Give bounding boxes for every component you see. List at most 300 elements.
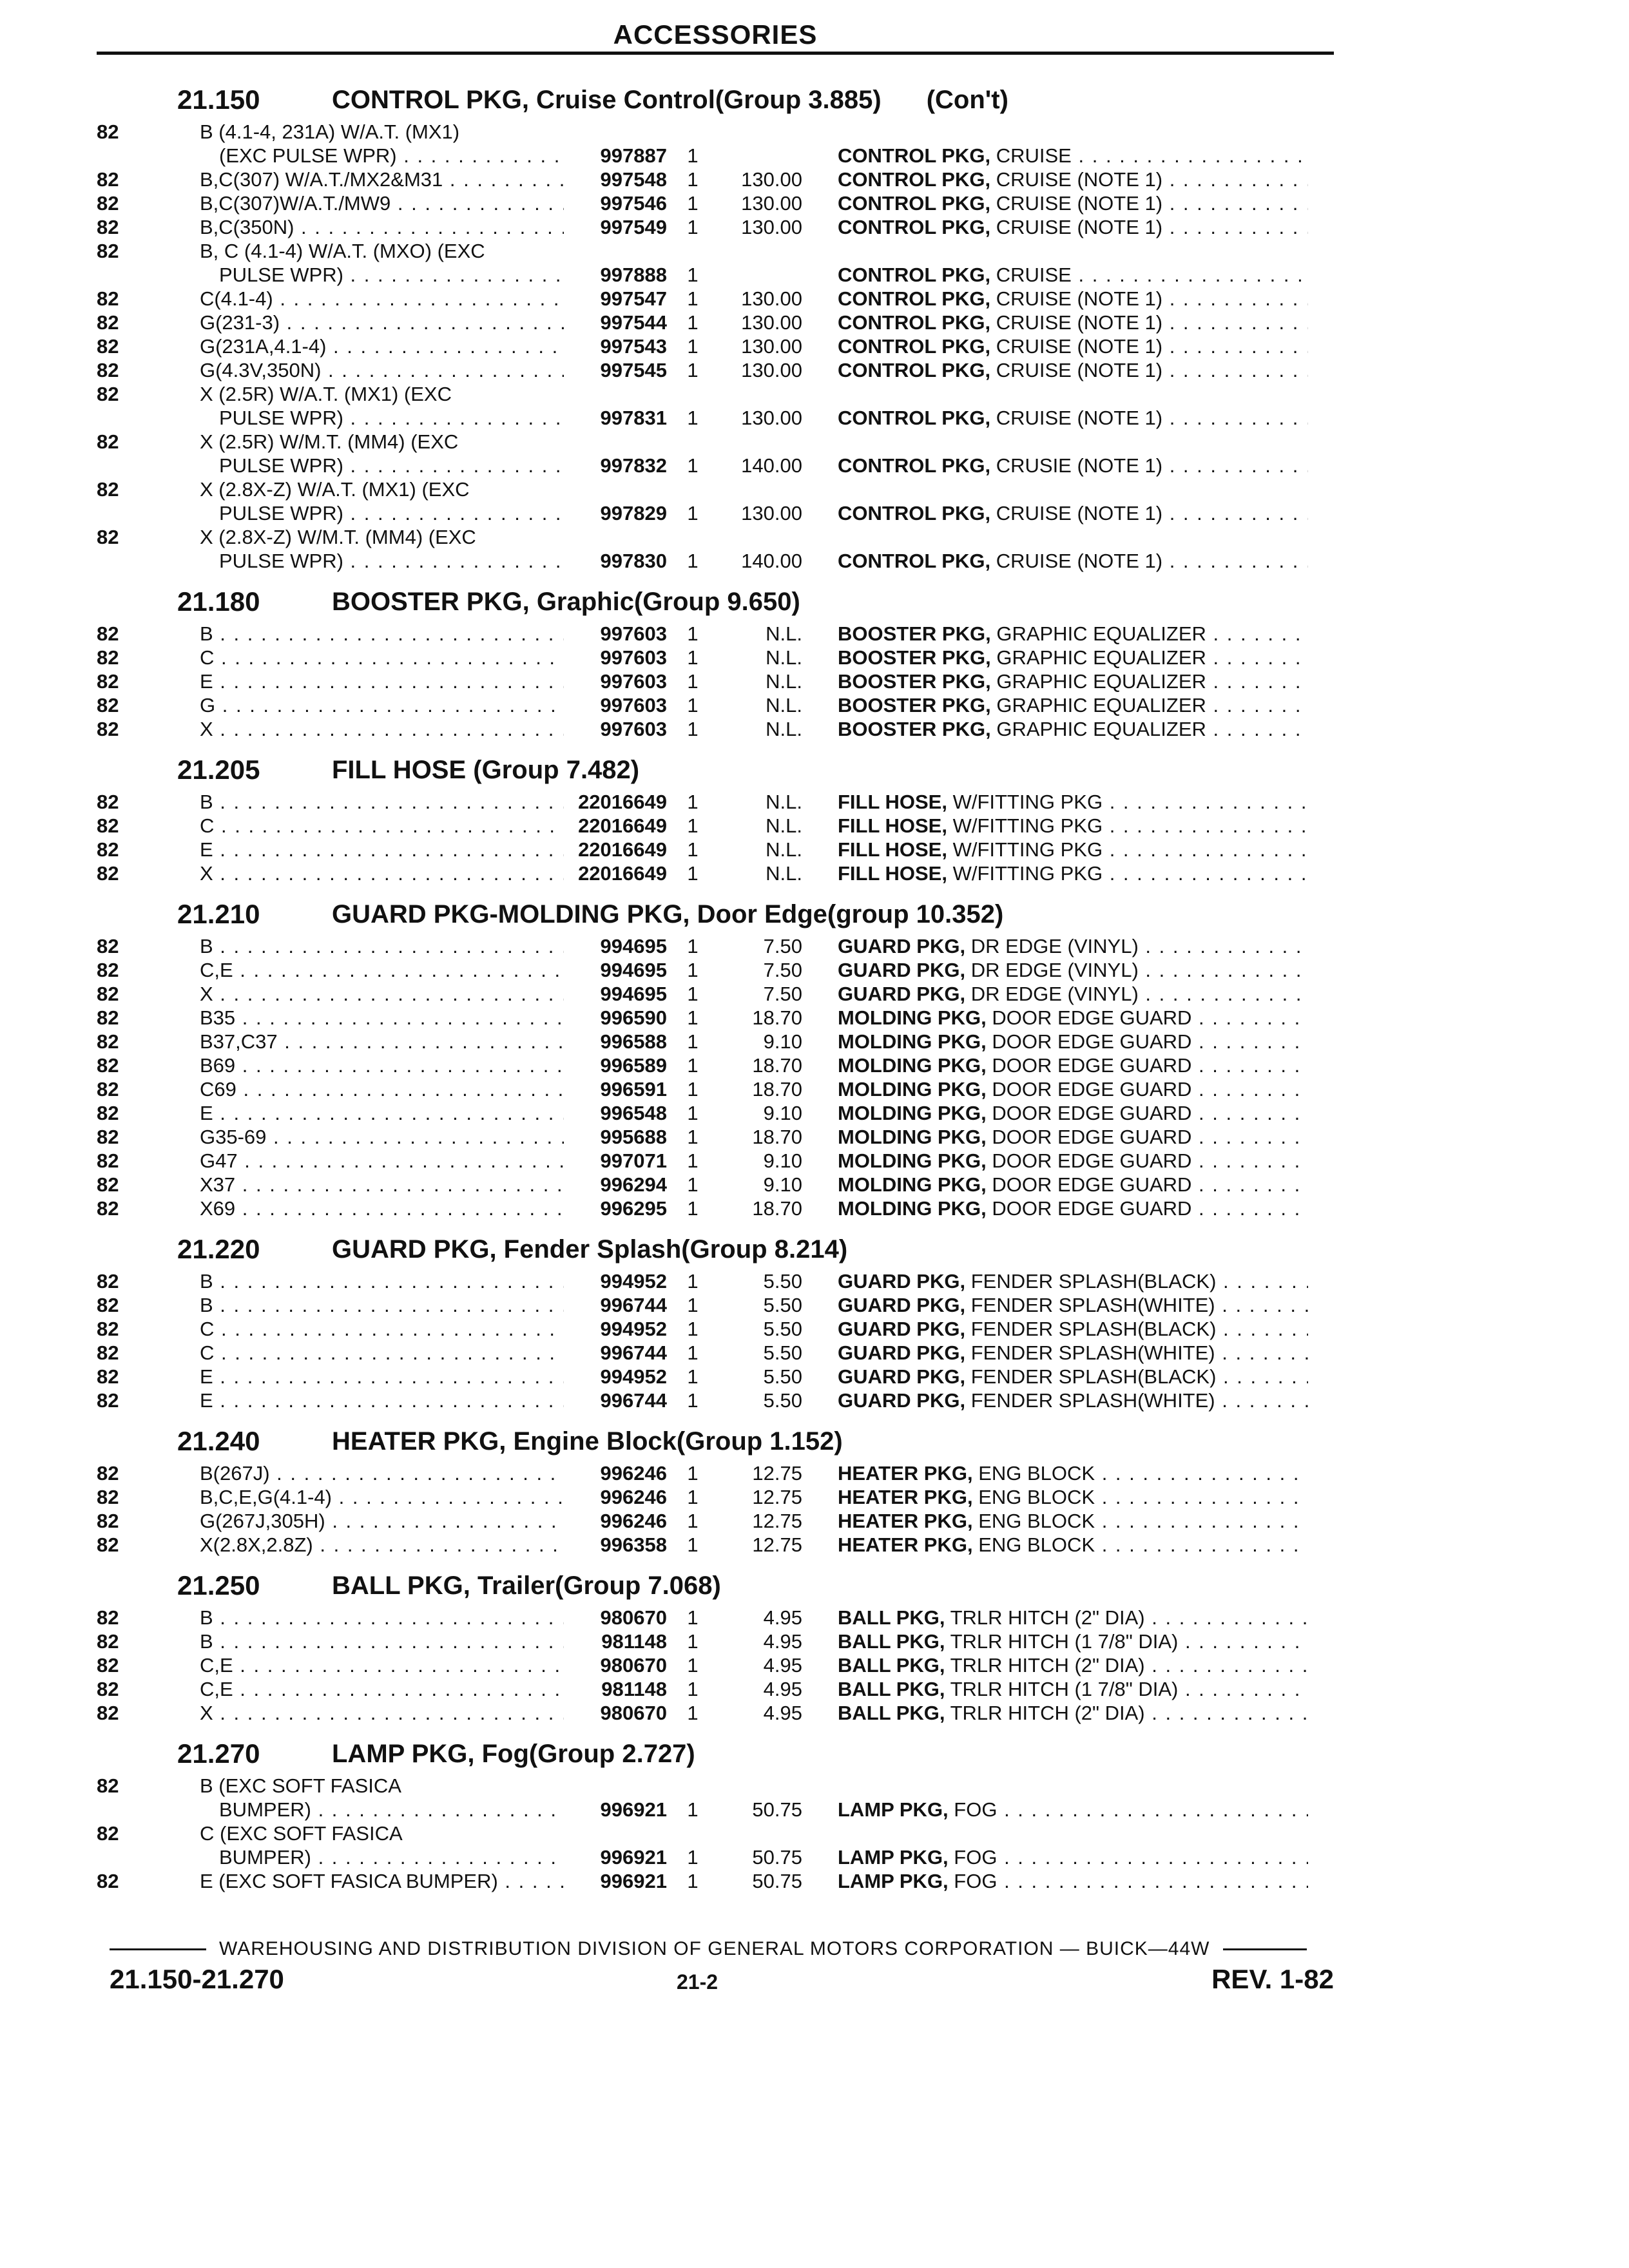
section-title: FILL HOSE (Group 7.482)	[332, 755, 640, 784]
price: 7.50	[763, 959, 802, 981]
part-name	[838, 1053, 1308, 1077]
part-number: 995688	[600, 1126, 667, 1148]
model-year: 82	[97, 935, 119, 957]
parts-row	[0, 287, 1629, 311]
part-name-detail: FOG	[954, 1798, 998, 1821]
usage-description	[197, 525, 564, 573]
part-name	[838, 861, 1308, 885]
usage-line: E . . .	[200, 1101, 564, 1125]
section-title: LAMP PKG, Fog(Group 2.727)	[332, 1739, 695, 1768]
part-name-detail: FOG	[954, 1846, 998, 1869]
quantity: 1	[687, 1510, 699, 1532]
usage-description	[197, 934, 564, 958]
model-year: 82	[97, 1054, 119, 1077]
usage-line: G . . .	[200, 693, 564, 717]
model-year: 82	[97, 168, 119, 191]
usage-line: C(4.1-4) . . .	[200, 287, 564, 311]
model-year: 82	[97, 1486, 119, 1508]
part-number: 997547	[600, 287, 667, 310]
usage-line: X(2.8X,2.8Z) . . .	[200, 1533, 564, 1557]
part-name-detail: FENDER SPLASH(WHITE)	[970, 1341, 1215, 1364]
model-year: 82	[97, 1197, 119, 1220]
model-year: 82	[97, 1654, 119, 1677]
part-name-detail: CRUISE (NOTE 1)	[996, 192, 1163, 215]
usage-line: C (EXC SOFT FASICA	[200, 1822, 403, 1845]
model-year: 82	[97, 192, 119, 215]
model-year: 82	[97, 383, 119, 405]
part-name	[838, 1269, 1308, 1293]
quantity: 1	[687, 192, 699, 215]
usage-description	[197, 958, 564, 982]
usage-line: B37,C37 . . .	[200, 1030, 564, 1053]
section-number: 21.240	[177, 1426, 260, 1456]
usage-line: X . . .	[200, 717, 564, 741]
part-name-detail: CRUSIE (NOTE 1)	[996, 454, 1163, 477]
part-name-prefix: HEATER PKG,	[838, 1462, 973, 1485]
part-name	[838, 1629, 1308, 1653]
footer-rule-left	[110, 1948, 206, 1950]
part-name-detail: GRAPHIC EQUALIZER	[996, 694, 1206, 716]
parts-row	[0, 1365, 1629, 1389]
parts-row	[0, 934, 1629, 958]
section-heading	[0, 1566, 1629, 1606]
part-name	[838, 191, 1308, 215]
parts-row	[0, 1006, 1629, 1030]
price: 18.70	[752, 1126, 802, 1148]
section-heading	[0, 582, 1629, 622]
parts-row	[0, 1125, 1629, 1149]
part-name	[838, 717, 1308, 741]
model-year: 82	[97, 1318, 119, 1340]
usage-line: C . . .	[200, 1317, 564, 1341]
part-name-prefix: FILL HOSE,	[838, 862, 947, 885]
usage-description	[197, 1269, 564, 1293]
usage-line: B,C(307)W/A.T./MW9 . . .	[200, 191, 564, 215]
parts-row	[0, 477, 1629, 525]
section-title: GUARD PKG-MOLDING PKG, Door Edge(group 10.352)	[332, 899, 1004, 928]
part-name	[838, 1341, 1308, 1365]
part-number: 996921	[600, 1798, 667, 1821]
model-year: 82	[97, 1606, 119, 1629]
parts-row	[0, 1293, 1629, 1317]
catalog-section	[0, 750, 1629, 885]
part-name	[838, 334, 1308, 358]
part-number: 997832	[600, 454, 667, 477]
quantity: 1	[687, 1197, 699, 1220]
model-year: 82	[97, 526, 119, 548]
part-name	[838, 1869, 1308, 1893]
model-year: 82	[97, 646, 119, 669]
price: 140.00	[741, 454, 802, 477]
section-number: 21.250	[177, 1570, 260, 1600]
usage-description	[197, 1606, 564, 1629]
usage-line: G(4.3V,350N) . . .	[200, 358, 564, 382]
part-number: 997546	[600, 192, 667, 215]
part-name-prefix: CONTROL PKG,	[838, 192, 991, 215]
part-number: 996294	[600, 1173, 667, 1196]
quantity: 1	[687, 144, 699, 167]
usage-description	[197, 382, 564, 430]
part-number: 997830	[600, 550, 667, 572]
part-name	[838, 1701, 1308, 1725]
model-year: 82	[97, 311, 119, 334]
quantity: 1	[687, 862, 699, 885]
usage-line: E (EXC SOFT FASICA BUMPER) . . .	[200, 1869, 564, 1893]
parts-row	[0, 1341, 1629, 1365]
usage-description	[197, 838, 564, 861]
usage-description	[197, 693, 564, 717]
part-number: 994952	[600, 1318, 667, 1340]
usage-description	[197, 1125, 564, 1149]
parts-row	[0, 1653, 1629, 1677]
part-name-detail: W/FITTING PKG	[952, 791, 1103, 813]
part-number: 996589	[600, 1054, 667, 1077]
catalog-section	[0, 1734, 1629, 1893]
part-name-prefix: HEATER PKG,	[838, 1510, 973, 1532]
part-number: 996246	[600, 1486, 667, 1508]
price: 12.75	[752, 1510, 802, 1532]
parts-row	[0, 525, 1629, 573]
part-name	[838, 790, 1308, 814]
parts-row	[0, 1389, 1629, 1412]
part-name-prefix: FILL HOSE,	[838, 838, 947, 861]
part-name-detail: GRAPHIC EQUALIZER	[996, 646, 1206, 669]
quantity: 1	[687, 550, 699, 572]
quantity: 1	[687, 359, 699, 381]
part-name-prefix: FILL HOSE,	[838, 814, 947, 837]
part-name-detail: DOOR EDGE GUARD	[992, 1173, 1192, 1196]
part-number: 997544	[600, 311, 667, 334]
parts-row	[0, 1461, 1629, 1485]
part-name	[838, 838, 1308, 861]
usage-description	[197, 1196, 564, 1220]
part-name	[838, 501, 1308, 525]
part-name-prefix: MOLDING PKG,	[838, 1006, 987, 1029]
part-name-prefix: GUARD PKG,	[838, 1294, 966, 1316]
section-heading	[0, 1734, 1629, 1774]
quantity: 1	[687, 335, 699, 358]
model-year: 82	[97, 359, 119, 381]
usage-description	[197, 1653, 564, 1677]
usage-description	[197, 669, 564, 693]
catalog-section	[0, 1421, 1629, 1557]
section-number: 21.205	[177, 754, 260, 785]
part-name	[838, 168, 1308, 191]
part-name	[838, 1533, 1308, 1557]
price: 4.95	[763, 1678, 802, 1700]
part-number: 981148	[601, 1678, 667, 1700]
parts-row	[0, 1149, 1629, 1173]
quantity: 1	[687, 1533, 699, 1556]
model-year: 82	[97, 1102, 119, 1124]
part-name	[838, 549, 1308, 573]
part-name	[838, 814, 1308, 838]
part-name-prefix: FILL HOSE,	[838, 791, 947, 813]
parts-row	[0, 1101, 1629, 1125]
part-name-detail: DOOR EDGE GUARD	[992, 1006, 1192, 1029]
part-name	[838, 1030, 1308, 1053]
catalog-section	[0, 1229, 1629, 1412]
part-number: 996590	[600, 1006, 667, 1029]
part-number: 980670	[600, 1654, 667, 1677]
model-year: 82	[97, 1702, 119, 1724]
part-name-prefix: GUARD PKG,	[838, 1365, 966, 1388]
usage-line: X (2.8X-Z) W/M.T. (MM4) (EXC	[200, 526, 476, 548]
usage-description	[197, 1677, 564, 1701]
parts-row	[0, 239, 1629, 287]
usage-description	[197, 1389, 564, 1412]
footer-division-line	[97, 1938, 1334, 1960]
part-name-prefix: LAMP PKG,	[838, 1870, 949, 1892]
model-year: 82	[97, 240, 119, 262]
model-year: 82	[97, 622, 119, 645]
part-name-detail: DOOR EDGE GUARD	[992, 1030, 1192, 1053]
part-name	[838, 454, 1308, 477]
part-name-detail: FENDER SPLASH(WHITE)	[970, 1389, 1215, 1412]
page-title: ACCESSORIES	[613, 19, 818, 50]
usage-line: C . . .	[200, 1341, 564, 1365]
quantity: 1	[687, 1389, 699, 1412]
usage-description	[197, 1701, 564, 1725]
part-name-detail: FENDER SPLASH(BLACK)	[970, 1270, 1217, 1293]
part-name-detail: DOOR EDGE GUARD	[992, 1126, 1192, 1148]
usage-description	[197, 1101, 564, 1125]
usage-line: BUMPER) . . .	[200, 1845, 564, 1869]
usage-line: B . . .	[200, 934, 564, 958]
part-name-detail: GRAPHIC EQUALIZER	[996, 622, 1206, 645]
usage-line: X (2.5R) W/M.T. (MM4) (EXC	[200, 430, 459, 453]
part-name-detail: W/FITTING PKG	[952, 862, 1103, 885]
usage-line: B (EXC SOFT FASICA	[200, 1774, 401, 1797]
model-year: 82	[97, 718, 119, 740]
usage-line: X69 . . .	[200, 1196, 564, 1220]
part-name-detail: FENDER SPLASH(BLACK)	[970, 1318, 1217, 1340]
catalog-section	[0, 1566, 1629, 1725]
parts-row	[0, 1821, 1629, 1869]
price: 130.00	[741, 168, 802, 191]
usage-line: B . . .	[200, 790, 564, 814]
model-year: 82	[97, 1533, 119, 1556]
section-number: 21.180	[177, 586, 260, 617]
quantity: 1	[687, 694, 699, 716]
header-rule	[97, 52, 1334, 55]
part-name	[838, 1798, 1308, 1821]
usage-line: C,E . . .	[200, 1653, 564, 1677]
quantity: 1	[687, 1318, 699, 1340]
part-name-prefix: GUARD PKG,	[838, 959, 966, 981]
part-name-detail: DOOR EDGE GUARD	[992, 1149, 1192, 1172]
part-number: 996246	[600, 1510, 667, 1532]
price: 4.95	[763, 1702, 802, 1724]
part-number: 997829	[600, 502, 667, 524]
usage-line: B . . .	[200, 1629, 564, 1653]
quantity: 1	[687, 622, 699, 645]
part-number: 996744	[600, 1341, 667, 1364]
part-name	[838, 622, 1308, 646]
parts-row	[0, 1701, 1629, 1725]
part-name-prefix: MOLDING PKG,	[838, 1054, 987, 1077]
part-number: 996295	[600, 1197, 667, 1220]
part-name-prefix: GUARD PKG,	[838, 1341, 966, 1364]
usage-line: B(267J) . . .	[200, 1461, 564, 1485]
part-name	[838, 1485, 1308, 1509]
parts-row	[0, 1774, 1629, 1821]
part-number: 22016649	[578, 862, 667, 885]
usage-line: PULSE WPR) . . .	[200, 263, 564, 287]
usage-description	[197, 1629, 564, 1653]
usage-line: G(231A,4.1-4) . . .	[200, 334, 564, 358]
part-number: 997603	[600, 646, 667, 669]
part-name-prefix: BOOSTER PKG,	[838, 694, 991, 716]
part-number: 997831	[600, 407, 667, 429]
part-name	[838, 1101, 1308, 1125]
part-number: 996921	[600, 1846, 667, 1869]
part-name	[838, 1149, 1308, 1173]
part-name	[838, 1196, 1308, 1220]
price: 7.50	[763, 935, 802, 957]
usage-line: B,C,E,G(4.1-4) . . .	[200, 1485, 564, 1509]
part-name-detail: DR EDGE (VINYL)	[970, 959, 1139, 981]
part-number: 22016649	[578, 791, 667, 813]
model-year: 82	[97, 1294, 119, 1316]
usage-description	[197, 861, 564, 885]
model-year: 82	[97, 983, 119, 1005]
part-name-detail: CRUISE	[996, 264, 1072, 286]
model-year: 82	[97, 1630, 119, 1653]
model-year: 82	[97, 791, 119, 813]
price: 9.10	[763, 1102, 802, 1124]
price: N.L.	[766, 814, 802, 837]
price: N.L.	[766, 646, 802, 669]
usage-description	[197, 1869, 564, 1893]
parts-row	[0, 168, 1629, 191]
part-name-prefix: BALL PKG,	[838, 1606, 945, 1629]
usage-description	[197, 1774, 564, 1821]
parts-row	[0, 790, 1629, 814]
usage-line: C . . .	[200, 646, 564, 669]
part-number: 997603	[600, 622, 667, 645]
section-heading	[0, 1229, 1629, 1269]
usage-line: C,E . . .	[200, 958, 564, 982]
part-number: 997603	[600, 694, 667, 716]
part-number: 980670	[600, 1606, 667, 1629]
part-name-detail: TRLR HITCH (2" DIA)	[950, 1606, 1145, 1629]
catalog-section	[0, 582, 1629, 741]
quantity: 1	[687, 502, 699, 524]
part-name-detail: CRUISE (NOTE 1)	[996, 502, 1163, 524]
usage-description	[197, 215, 564, 239]
model-year: 82	[97, 120, 119, 143]
part-name-detail: ENG BLOCK	[978, 1533, 1095, 1556]
usage-description	[197, 1006, 564, 1030]
usage-line: X (2.5R) W/A.T. (MX1) (EXC	[200, 383, 452, 405]
usage-line: G35-69 . . .	[200, 1125, 564, 1149]
quantity: 1	[687, 1030, 699, 1053]
parts-row	[0, 191, 1629, 215]
part-name	[838, 1509, 1308, 1533]
part-number: 997071	[600, 1149, 667, 1172]
model-year: 82	[97, 694, 119, 716]
part-number: 22016649	[578, 838, 667, 861]
catalog-section	[0, 894, 1629, 1220]
model-year: 82	[97, 1006, 119, 1029]
parts-row	[0, 1173, 1629, 1196]
part-name-detail: CRUISE (NOTE 1)	[996, 407, 1163, 429]
usage-line: G(267J,305H) . . .	[200, 1509, 564, 1533]
part-name	[838, 1389, 1308, 1412]
part-name	[838, 934, 1308, 958]
parts-row	[0, 1869, 1629, 1893]
part-name-prefix: CONTROL PKG,	[838, 216, 991, 238]
price: 130.00	[741, 359, 802, 381]
parts-row	[0, 814, 1629, 838]
price: 9.10	[763, 1030, 802, 1053]
part-number: 980670	[600, 1702, 667, 1724]
quantity: 1	[687, 959, 699, 981]
usage-line: E . . .	[200, 1365, 564, 1389]
usage-description	[197, 1173, 564, 1196]
part-name	[838, 693, 1308, 717]
section-number: 21.210	[177, 899, 260, 929]
price: 4.95	[763, 1654, 802, 1677]
section-continued: (Con't)	[926, 85, 1008, 114]
part-number: 996358	[600, 1533, 667, 1556]
part-name-detail: TRLR HITCH (1 7/8" DIA)	[950, 1678, 1179, 1700]
part-name	[838, 1653, 1308, 1677]
usage-description	[197, 191, 564, 215]
part-name-prefix: MOLDING PKG,	[838, 1149, 987, 1172]
model-year: 82	[97, 1270, 119, 1293]
usage-description	[197, 622, 564, 646]
part-name-detail: ENG BLOCK	[978, 1510, 1095, 1532]
footer-range: 21.150-21.270	[110, 1964, 284, 1994]
part-name-prefix: GUARD PKG,	[838, 935, 966, 957]
model-year: 82	[97, 216, 119, 238]
part-name	[838, 215, 1308, 239]
part-name-prefix: CONTROL PKG,	[838, 550, 991, 572]
price: 50.75	[752, 1870, 802, 1892]
usage-line: E . . .	[200, 669, 564, 693]
quantity: 1	[687, 1486, 699, 1508]
price: 5.50	[763, 1270, 802, 1293]
part-number: 996591	[600, 1078, 667, 1100]
part-name-prefix: HEATER PKG,	[838, 1486, 973, 1508]
quantity: 1	[687, 1678, 699, 1700]
part-number: 997548	[600, 168, 667, 191]
usage-line: B . . .	[200, 1606, 564, 1629]
model-year: 82	[97, 1173, 119, 1196]
quantity: 1	[687, 1149, 699, 1172]
part-name-detail: TRLR HITCH (2" DIA)	[950, 1654, 1145, 1677]
part-name-detail: TRLR HITCH (2" DIA)	[950, 1702, 1145, 1724]
model-year: 82	[97, 862, 119, 885]
part-name	[838, 1125, 1308, 1149]
model-year: 82	[97, 430, 119, 453]
parts-row	[0, 430, 1629, 477]
model-year: 82	[97, 1126, 119, 1148]
quantity: 1	[687, 1173, 699, 1196]
part-name-prefix: GUARD PKG,	[838, 1270, 966, 1293]
quantity: 1	[687, 1078, 699, 1100]
quantity: 1	[687, 287, 699, 310]
price: N.L.	[766, 622, 802, 645]
part-name-detail: CRUISE (NOTE 1)	[996, 216, 1163, 238]
part-name-detail: CRUISE (NOTE 1)	[996, 335, 1163, 358]
section-heading	[0, 1421, 1629, 1461]
quantity: 1	[687, 264, 699, 286]
usage-line: E . . .	[200, 1389, 564, 1412]
usage-description	[197, 814, 564, 838]
